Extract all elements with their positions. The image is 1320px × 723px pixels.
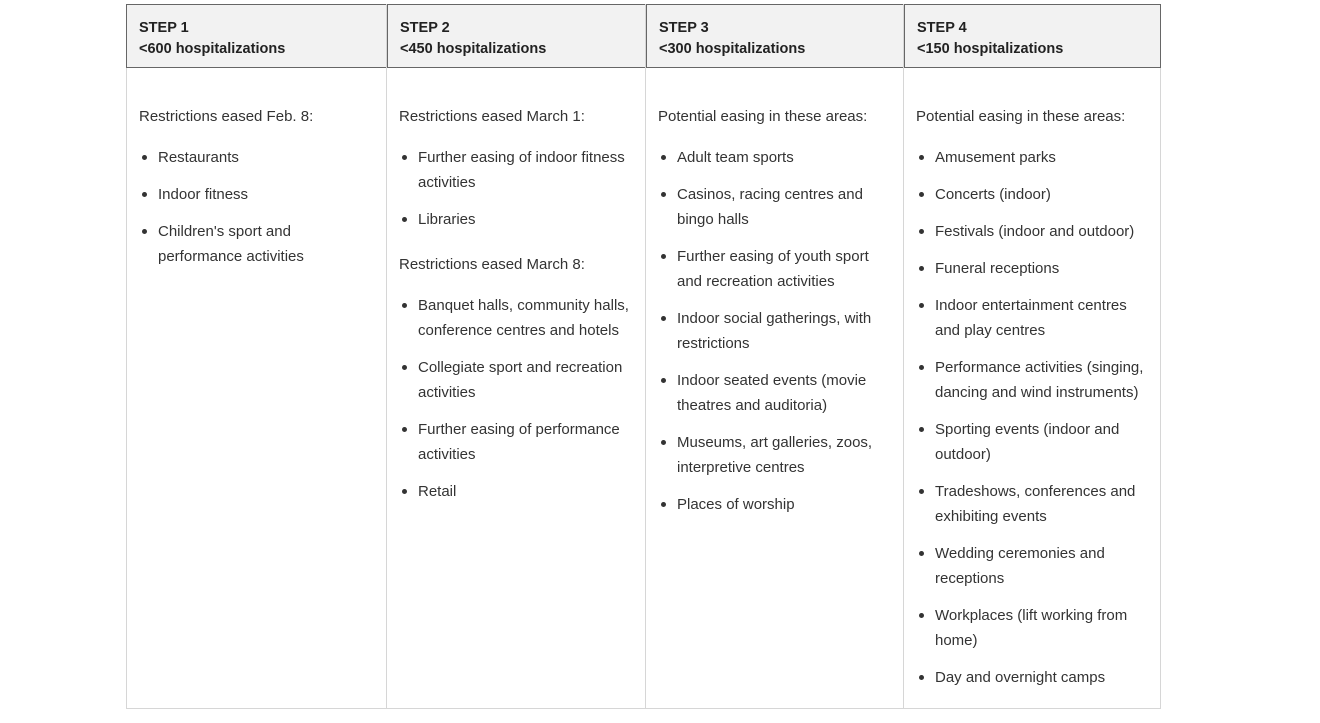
step-label: STEP 4: [917, 20, 967, 36]
easing-list: [399, 145, 635, 232]
list-item-text: Retail: [418, 483, 457, 500]
list-item: [658, 306, 893, 356]
step-2-column: [386, 4, 645, 708]
bullet-icon: [919, 192, 924, 197]
list-item-text: Indoor social gatherings, with restrictions: [677, 310, 872, 352]
bullet-icon: [661, 440, 666, 445]
step-2-header: [387, 4, 645, 68]
bullet-icon: [402, 155, 407, 160]
group-intro: Potential easing in these areas:: [658, 108, 868, 125]
list-item: [399, 355, 635, 405]
list-item-text: Tradeshows, conferences and exhibiting events: [935, 483, 1136, 525]
list-item-text: Casinos, racing centres and bingo halls: [677, 186, 863, 228]
bullet-icon: [402, 303, 407, 308]
list-item: [399, 479, 635, 504]
list-item: [916, 355, 1150, 405]
bullet-icon: [919, 303, 924, 308]
list-item: [658, 145, 893, 170]
group-intro: Restrictions eased Feb. 8:: [139, 108, 314, 125]
list-item-text: Day and overnight camps: [935, 669, 1106, 686]
threshold-label: <150 hospitalizations: [917, 41, 1064, 57]
bullet-icon: [142, 192, 147, 197]
bullet-icon: [661, 155, 666, 160]
bullet-icon: [919, 551, 924, 556]
list-item: [916, 219, 1150, 244]
list-item: [916, 182, 1150, 207]
list-item-text: Amusement parks: [935, 149, 1056, 166]
bullet-icon: [919, 613, 924, 618]
step-3-body: [646, 68, 903, 517]
step-label: STEP 2: [400, 20, 450, 36]
bullet-icon: [661, 378, 666, 383]
threshold-label: <300 hospitalizations: [659, 41, 806, 57]
list-item: [658, 182, 893, 232]
bullet-icon: [919, 229, 924, 234]
list-item: [658, 430, 893, 480]
step-1-column: [127, 4, 386, 708]
group-intro: Potential easing in these areas:: [916, 108, 1126, 125]
list-item: [916, 256, 1150, 281]
list-item-text: Restaurants: [158, 149, 239, 166]
bullet-icon: [919, 266, 924, 271]
threshold-label: <450 hospitalizations: [400, 41, 547, 57]
list-item-text: Indoor fitness: [158, 186, 249, 203]
bullet-icon: [919, 675, 924, 680]
list-item: [916, 145, 1150, 170]
list-item: [916, 479, 1150, 529]
list-item-text: Museums, art galleries, zoos, interpretive centres: [677, 434, 873, 476]
bullet-icon: [661, 192, 666, 197]
bullet-icon: [402, 217, 407, 222]
easing-list: [399, 293, 635, 504]
list-item-text: Indoor seated events (movie theatres and auditoria): [677, 372, 867, 414]
list-item: [658, 368, 893, 418]
list-item-text: Performance activities (singing, dancing and wind instruments): [935, 359, 1144, 401]
list-item-text: Concerts (indoor): [935, 186, 1051, 203]
list-item-text: Further easing of indoor fitness activities: [418, 149, 625, 191]
step-4-column: [903, 4, 1160, 708]
list-item-text: Festivals (indoor and outdoor): [935, 223, 1135, 240]
step-1-body: [127, 68, 386, 269]
step-2-body: [387, 68, 645, 504]
list-item: [399, 145, 635, 195]
bullet-icon: [661, 316, 666, 321]
list-item: [658, 492, 893, 517]
bullet-icon: [661, 502, 666, 507]
threshold-label: <600 hospitalizations: [139, 41, 286, 57]
group-intro: Restrictions eased March 1:: [399, 108, 585, 125]
bullet-icon: [661, 254, 666, 259]
list-item-text: Children's sport and performance activities: [158, 223, 304, 265]
step-label: STEP 3: [659, 20, 709, 36]
steps-table: [126, 4, 1161, 709]
list-item-text: Indoor entertainment centres and play centres: [935, 297, 1127, 339]
list-item-text: Funeral receptions: [935, 260, 1060, 277]
easing-list: [658, 145, 893, 517]
list-item-text: Banquet halls, community halls, conference centres and hotels: [418, 297, 629, 339]
list-item: [658, 244, 893, 294]
step-4-header: [904, 4, 1161, 68]
list-item-text: Libraries: [418, 211, 476, 228]
bullet-icon: [142, 155, 147, 160]
bullet-icon: [142, 229, 147, 234]
list-item-text: Sporting events (indoor and outdoor): [935, 421, 1120, 463]
list-item-text: Further easing of youth sport and recreation activities: [677, 248, 869, 290]
bullet-icon: [919, 489, 924, 494]
step-3-header: [646, 4, 903, 68]
step-1-header: [126, 4, 386, 68]
list-item-text: Collegiate sport and recreation activities: [418, 359, 623, 401]
bullet-icon: [402, 489, 407, 494]
bullet-icon: [402, 365, 407, 370]
easing-list: [916, 145, 1150, 690]
list-item: [916, 541, 1150, 591]
list-item: [916, 417, 1150, 467]
bullet-icon: [919, 155, 924, 160]
list-item-text: Places of worship: [677, 496, 795, 513]
step-label: STEP 1: [139, 20, 189, 36]
list-item: [399, 207, 635, 232]
list-item: [399, 293, 635, 343]
bullet-icon: [919, 365, 924, 370]
list-item-text: Further easing of performance activities: [418, 421, 620, 463]
list-item: [399, 417, 635, 467]
bullet-icon: [919, 427, 924, 432]
list-item-text: Adult team sports: [677, 149, 794, 166]
list-item-text: Workplaces (lift working from home): [935, 607, 1128, 649]
list-item: [916, 293, 1150, 343]
list-item: [139, 219, 376, 269]
list-item: [139, 182, 376, 207]
step-3-column: [645, 4, 903, 708]
easing-list: [139, 145, 376, 269]
group-intro: Restrictions eased March 8:: [399, 256, 585, 273]
bullet-icon: [402, 427, 407, 432]
list-item: [916, 603, 1150, 653]
list-item: [139, 145, 376, 170]
list-item: [916, 665, 1150, 690]
step-4-body: [904, 68, 1160, 690]
list-item-text: Wedding ceremonies and receptions: [935, 545, 1105, 587]
